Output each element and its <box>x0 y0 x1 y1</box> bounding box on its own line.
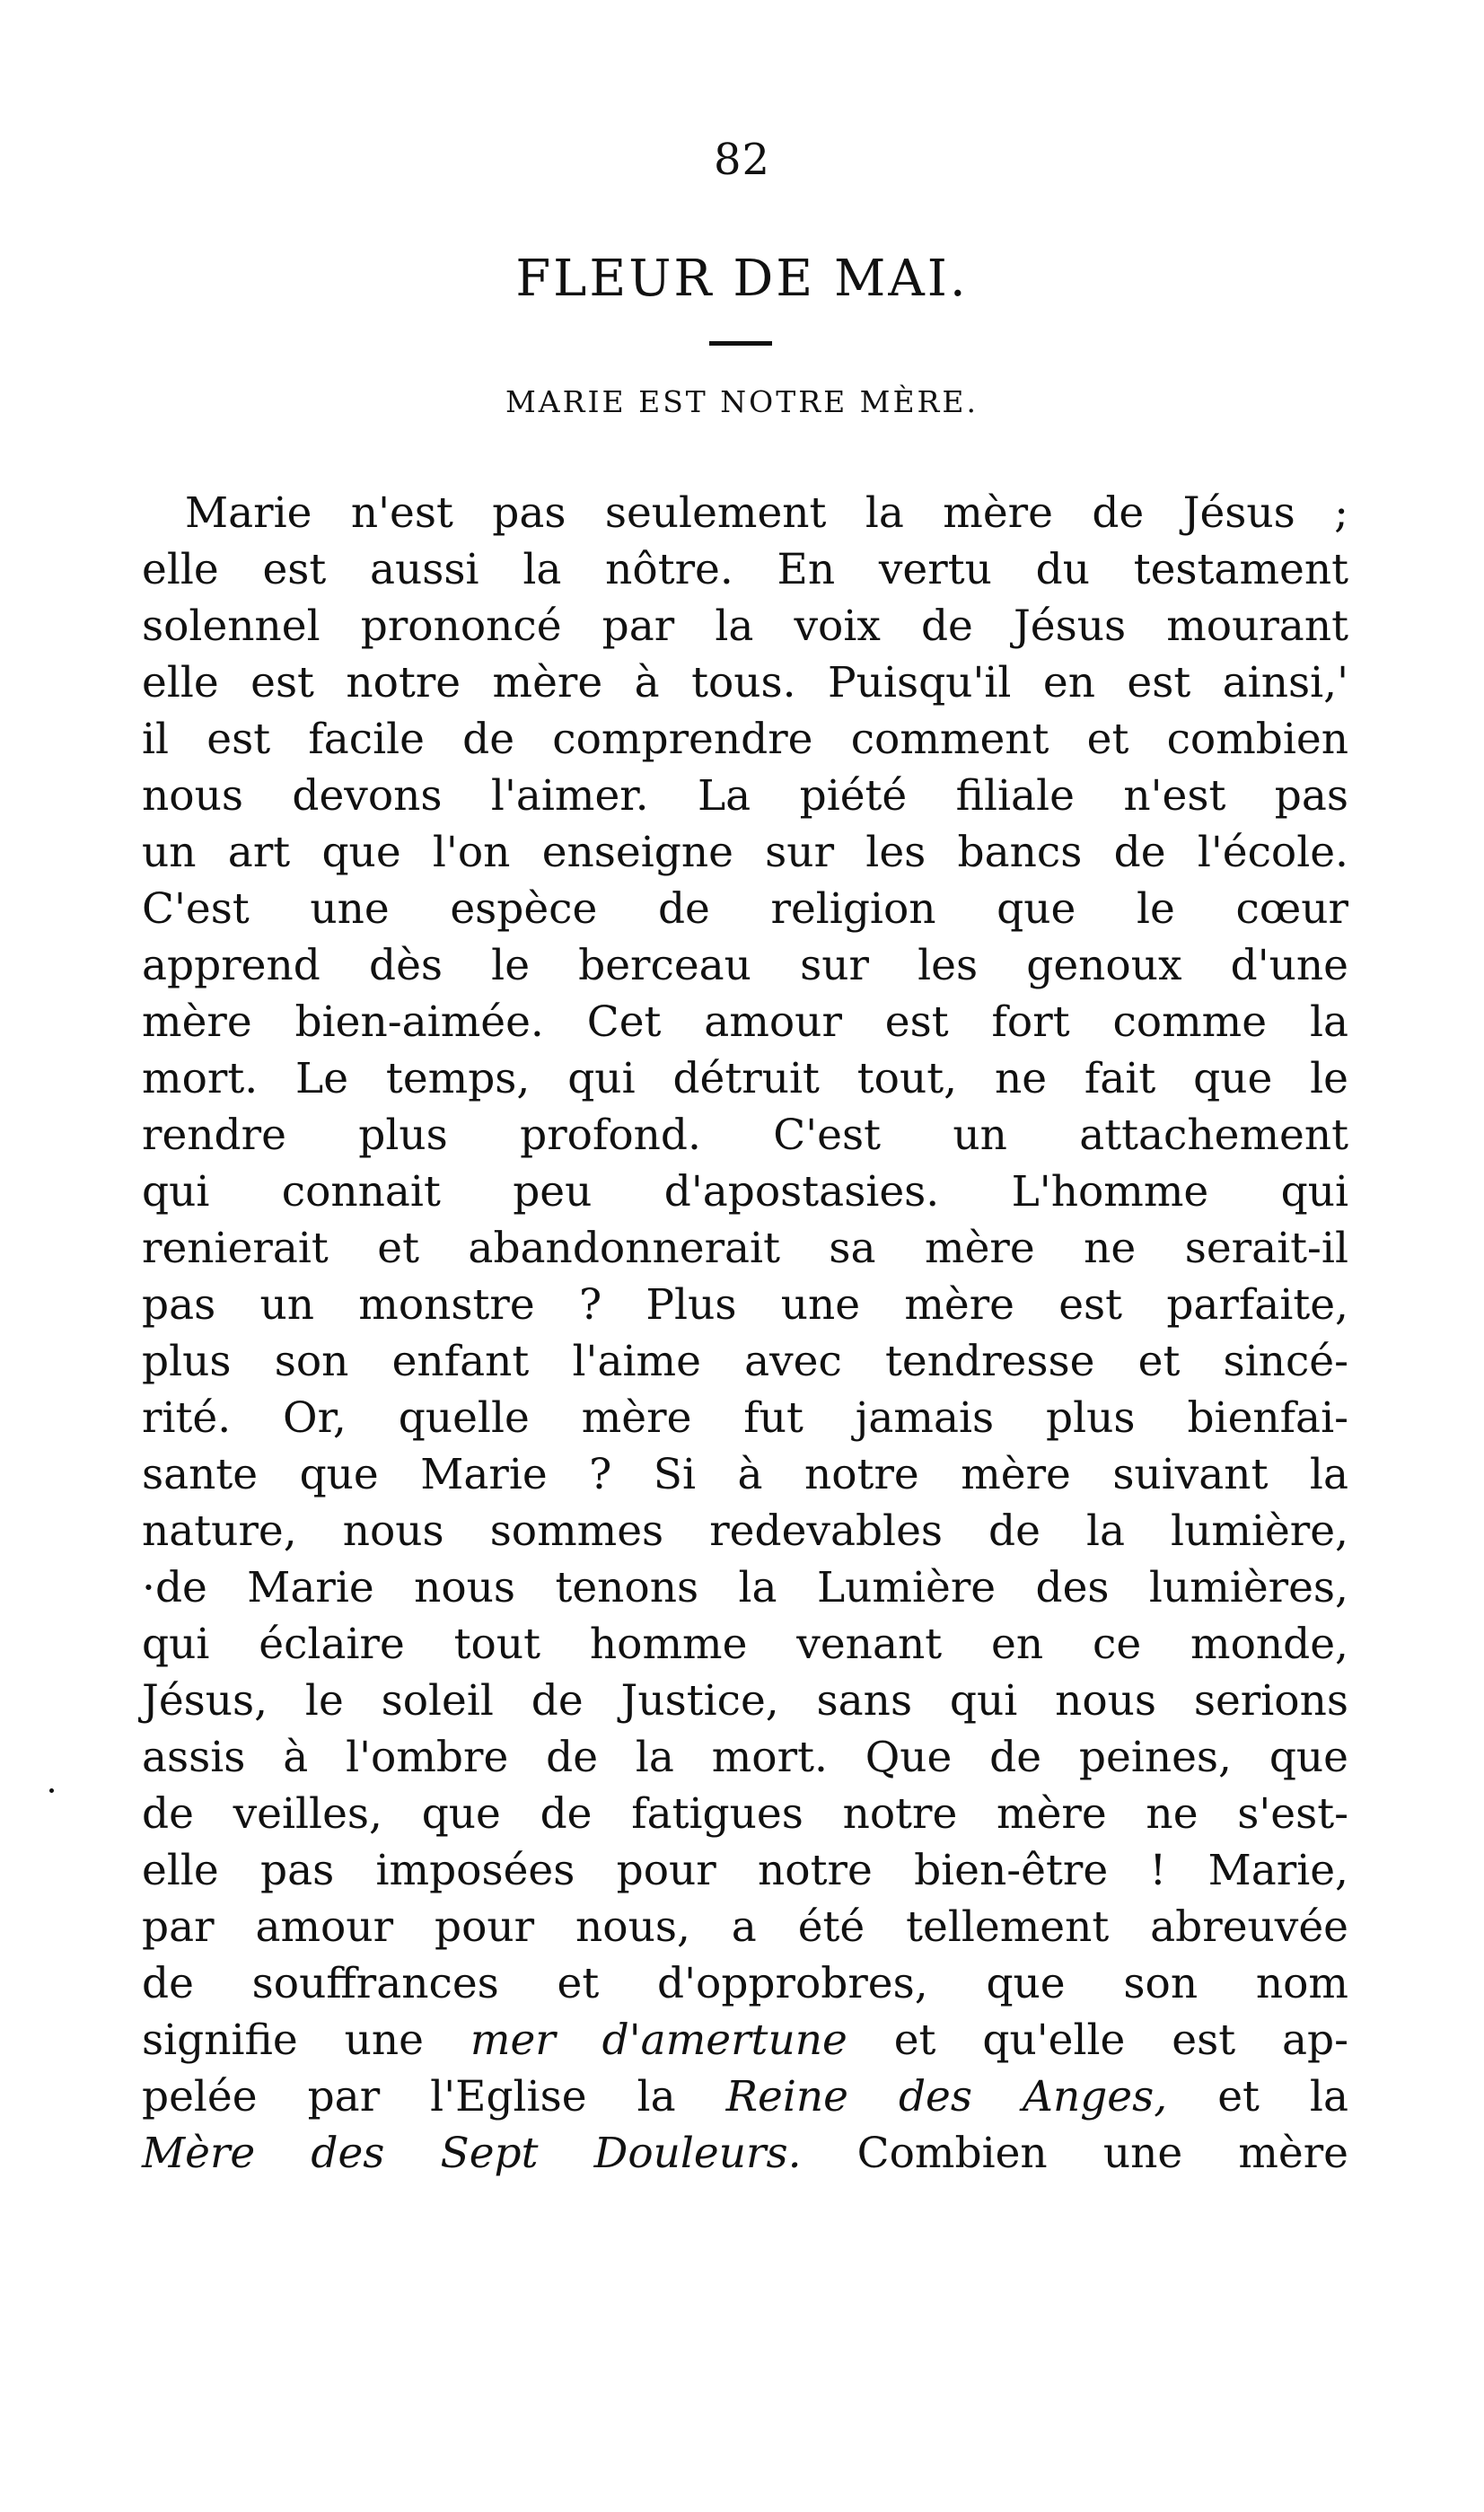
italic-phrase-reine-des-anges: Reine des Anges, <box>725 2072 1168 2121</box>
text-line-6: nous devons l'aimer. La piété filiale n'est pas <box>142 771 1348 821</box>
text-line-15: pas un monstre ? Plus une mère est parfaite, <box>142 1280 1348 1330</box>
page-title: FLEUR DE MAI. <box>515 250 969 308</box>
text-line-12: rendre plus profond. C'est un attachement <box>142 1111 1348 1160</box>
text-line-1: Marie n'est pas seulement la mère de Jésus ; <box>185 488 1348 538</box>
text-line-26: par amour pour nous, a été tellement abreuvée <box>142 1902 1348 1952</box>
text-line-9: apprend dès le berceau sur les genoux d'une <box>142 941 1348 990</box>
text-line-28 <box>142 2012 1348 2068</box>
body-paragraph <box>142 485 1348 2182</box>
text-line-8: C'est une espèce de religion que le cœur <box>142 884 1348 934</box>
text-line-24: de veilles, que de fatigues notre mère ne s'est- <box>142 1789 1348 1839</box>
text-line-10: mère bien-aimée. Cet amour est fort comme la <box>142 997 1348 1047</box>
line-29-text-end: et la <box>1167 2072 1348 2121</box>
italic-phrase-mere-des-sept-douleurs: Mère des Sept Douleurs. <box>142 2129 802 2178</box>
text-line-11: mort. Le temps, qui détruit tout, ne fait que le <box>142 1054 1348 1103</box>
text-line-21: qui éclaire tout homme venant en ce monde, <box>142 1620 1348 1669</box>
text-line-13: qui connait peu d'apostasies. L'homme qui <box>142 1167 1348 1216</box>
text-line-29 <box>142 2068 1348 2125</box>
text-line-25: elle pas imposées pour notre bien-être ! Marie, <box>142 1846 1348 1895</box>
line-29-text: pelée par l'Eglise la <box>142 2072 726 2121</box>
text-line-3: solennel prononcé par la voix de Jésus mourant <box>142 602 1348 651</box>
line-28-text-end: et qu'elle est ap- <box>847 2016 1348 2065</box>
text-line-19: nature, nous sommes redevables de la lumière, <box>142 1506 1348 1556</box>
page-number: 82 <box>713 135 771 185</box>
text-line-4: elle est notre mère à tous. Puisqu'il en est ainsi,' <box>142 658 1348 707</box>
italic-phrase-mer-damertune: mer d'amertune <box>470 2016 847 2065</box>
text-line-17: rité. Or, quelle mère fut jamais plus bienfai- <box>142 1393 1348 1443</box>
line-30-text-end: Combien une mère <box>801 2129 1348 2178</box>
line-28-text: signifie une <box>142 2016 470 2065</box>
text-line-2: elle est aussi la nôtre. En vertu du testament <box>142 545 1348 594</box>
text-line-27: de souffrances et d'opprobres, que son nom <box>142 1959 1348 2008</box>
text-line-7: un art que l'on enseigne sur les bancs de l'école. <box>142 828 1348 877</box>
text-line-20: ·de Marie nous tenons la Lumière des lumières, <box>142 1563 1348 1612</box>
text-line-23: assis à l'ombre de la mort. Que de peines, que <box>142 1733 1348 1782</box>
text-line-22: Jésus, le soleil de Justice, sans qui nous serions <box>142 1676 1348 1726</box>
margin-ink-speck <box>49 1788 54 1793</box>
text-line-16: plus son enfant l'aime avec tendresse et sincé- <box>142 1337 1348 1386</box>
text-line-18: sante que Marie ? Si à notre mère suivant la <box>142 1450 1348 1499</box>
title-rule <box>709 341 772 346</box>
text-line-14: renierait et abandonnerait sa mère ne serait-il <box>142 1224 1348 1273</box>
text-line-30 <box>142 2125 1348 2182</box>
section-subtitle: MARIE EST NOTRE MÈRE. <box>505 384 979 419</box>
text-line-5: il est facile de comprendre comment et combien <box>142 715 1348 764</box>
